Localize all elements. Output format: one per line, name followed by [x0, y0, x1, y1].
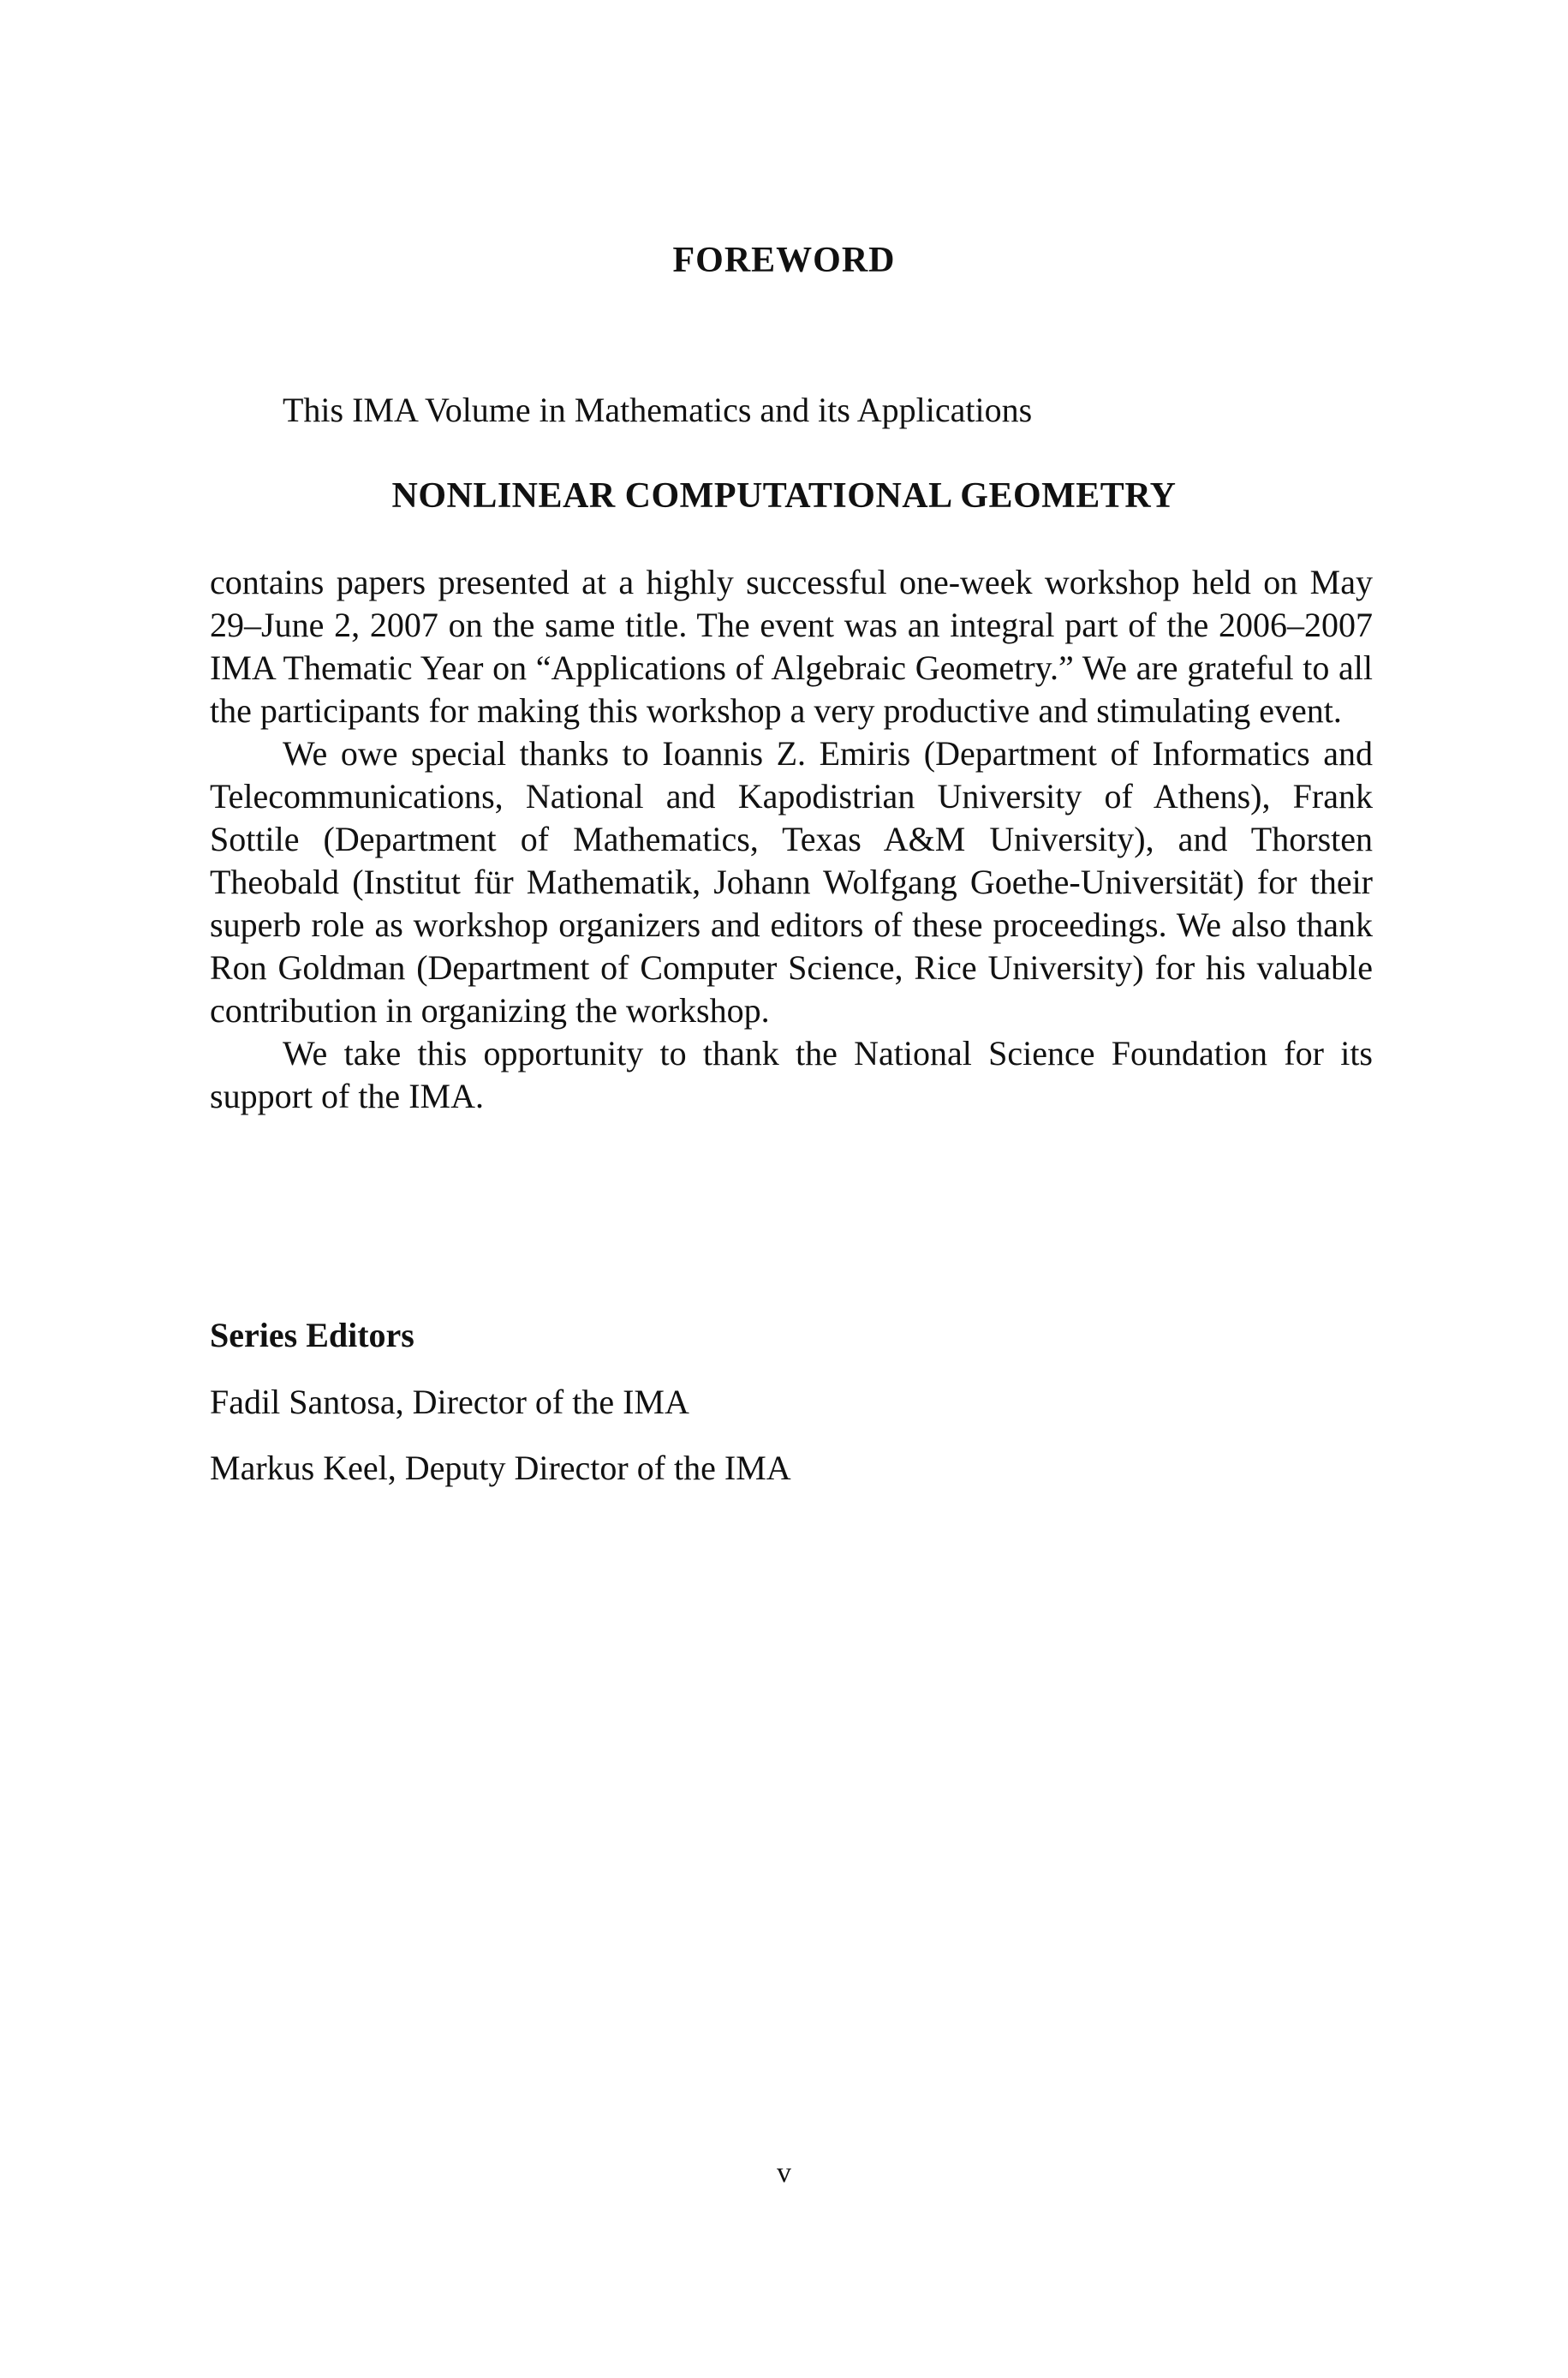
paragraph-thanks-nsf: We take this opportunity to thank the National Science Foundation for its support of the IMA. — [210, 1034, 1373, 1115]
series-editors-heading: Series Editors — [210, 1316, 414, 1354]
paragraph-workshop: contains papers presented at a highly successful one-week workshop held on May 29–June 2, 2007 on the same title. The event was an integral part of the 2006–2007 IMA Thematic Year on “Applications of Algebraic Geometry.” We are grateful to all the participants for making this workshop a very productive and stimulating event. — [210, 563, 1373, 730]
intro-line: This IMA Volume in Mathematics and its Applications — [283, 391, 1033, 429]
foreword-body — [210, 561, 1373, 1118]
volume-title: NONLINEAR COMPUTATIONAL GEOMETRY — [391, 476, 1177, 516]
series-editor-director: Fadil Santosa, Director of the IMA — [210, 1383, 689, 1421]
page-title: FOREWORD — [672, 241, 896, 280]
paragraph-thanks-organizers: We owe special thanks to Ioannis Z. Emiris (Department of Informatics and Telecommunications, National and Kapodistrian University of Athens), Frank Sottile (Department of Mathematics, Texas A&M University), and Thorsten Theobald (Institut für Mathematik, Johann Wolfgang Goethe-Universität) for their superb role as workshop organizers and editors of these proceedings. We also thank Ron Goldman (Department of Computer Science, Rice University) for his valuable contribution in organizing the workshop. — [210, 734, 1373, 1030]
page-number: v — [777, 2157, 791, 2189]
series-editor-deputy-director: Markus Keel, Deputy Director of the IMA — [210, 1449, 791, 1487]
